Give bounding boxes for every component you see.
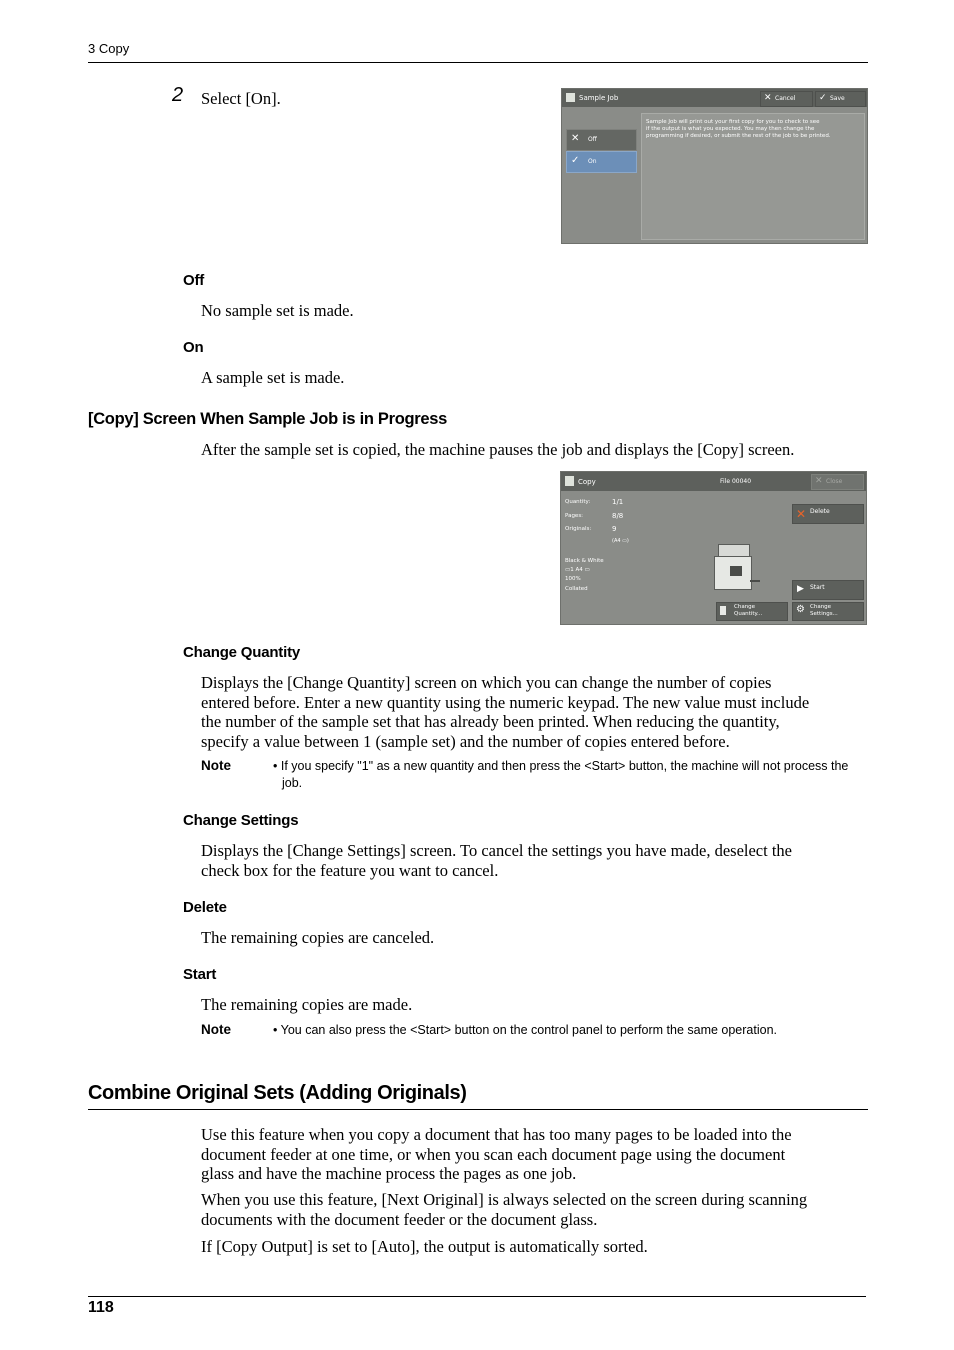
message-box bbox=[641, 113, 865, 240]
option-on[interactable] bbox=[566, 151, 637, 173]
setting-output: Collated bbox=[565, 586, 588, 592]
start-description: The remaining copies are made. bbox=[201, 995, 413, 1014]
paragraph-line: Displays the [Change Quantity] screen on which you can change the number of copies bbox=[201, 673, 772, 692]
change-settings-button[interactable] bbox=[792, 602, 864, 621]
copy-icon bbox=[565, 476, 574, 486]
running-header: 3 Copy bbox=[88, 41, 130, 56]
play-icon: ▶ bbox=[797, 584, 804, 594]
change-quantity-description bbox=[201, 673, 809, 751]
start-note: • You can also press the <Start> button on the control panel to perform the same operation. bbox=[273, 1023, 778, 1037]
paragraph-line: document feeder at one time, or when you scan each document page using the document bbox=[201, 1144, 786, 1164]
combine-heading: Combine Original Sets (Adding Originals) bbox=[88, 1082, 467, 1104]
close-icon: ✕ bbox=[815, 476, 823, 486]
pages-value: 8/8 bbox=[612, 512, 624, 520]
cancel-button[interactable] bbox=[760, 91, 813, 107]
change-settings-heading: Change Settings bbox=[183, 812, 299, 829]
save-button[interactable] bbox=[815, 91, 866, 107]
file-number: File 00040 bbox=[720, 478, 752, 485]
machine-illustration bbox=[714, 544, 760, 588]
message-line: if the output is what you expected. You may then change the bbox=[646, 126, 815, 132]
on-description: A sample set is made. bbox=[201, 368, 345, 387]
start-label: Start bbox=[810, 584, 825, 591]
paragraph-line: documents with the document feeder or the document glass. bbox=[201, 1209, 598, 1229]
footer-rule bbox=[88, 1296, 866, 1297]
close-button[interactable] bbox=[811, 474, 864, 490]
combine-paragraph-2 bbox=[201, 1190, 807, 1229]
off-heading: Off bbox=[183, 272, 205, 289]
originals-label: Originals: bbox=[565, 526, 592, 532]
setting-reduce-enlarge: 100% bbox=[565, 576, 581, 582]
copy-screen-section-description: After the sample set is copied, the machine pauses the job and displays the [Copy] screen. bbox=[201, 440, 795, 459]
sample-job-title: Sample Job bbox=[579, 94, 619, 102]
change-quantity-label: Change bbox=[734, 604, 756, 610]
change-quantity-button[interactable] bbox=[716, 602, 788, 621]
close-label: Close bbox=[826, 478, 843, 485]
change-settings-label: Change bbox=[810, 604, 832, 610]
combine-paragraph-1 bbox=[201, 1125, 792, 1184]
start-button[interactable] bbox=[792, 580, 864, 600]
option-on-label: On bbox=[588, 158, 597, 165]
page-number: 118 bbox=[88, 1299, 114, 1316]
paragraph-line: check box for the feature you want to cancel. bbox=[201, 860, 499, 880]
step-text: Select [On]. bbox=[201, 89, 281, 108]
close-icon: ✕ bbox=[571, 133, 580, 144]
setting-color: Black & White bbox=[565, 558, 604, 564]
change-settings-description bbox=[201, 841, 792, 880]
delete-label: Delete bbox=[810, 508, 830, 515]
note-line: job. bbox=[282, 776, 303, 790]
paragraph-line: glass and have the machine process the pages as one job. bbox=[201, 1164, 577, 1183]
close-icon: ✕ bbox=[764, 93, 772, 103]
check-icon: ✓ bbox=[819, 93, 827, 103]
paragraph-line: When you use this feature, [Next Original] is always selected on the screen during scanning bbox=[201, 1190, 808, 1209]
copy-screen-screenshot bbox=[560, 471, 867, 625]
delete-button[interactable] bbox=[792, 504, 864, 524]
delete-heading: Delete bbox=[183, 899, 227, 916]
header-rule bbox=[88, 62, 868, 63]
delete-description: The remaining copies are canceled. bbox=[201, 928, 435, 947]
combine-paragraph-3: If [Copy Output] is set to [Auto], the output is automatically sorted. bbox=[201, 1237, 648, 1256]
copies-icon bbox=[720, 606, 726, 615]
paragraph-line: the number of the sample set that has already been printed. When reducing the quantity, bbox=[201, 712, 780, 731]
note-label: Note bbox=[201, 1022, 231, 1037]
step-number: 2 bbox=[172, 84, 184, 106]
paragraph-line: Displays the [Change Settings] screen. To cancel the settings you have made, deselect the bbox=[201, 841, 792, 860]
change-quantity-label: Quantity... bbox=[734, 611, 763, 617]
check-icon: ✓ bbox=[571, 155, 580, 166]
note-line: • If you specify "1" as a new quantity and then press the <Start> button, the machine will not process the bbox=[273, 759, 849, 773]
message-line: Sample Job will print out your first copy for you to check to see bbox=[646, 119, 820, 125]
originals-size: (A4 ▭) bbox=[612, 538, 629, 544]
save-label: Save bbox=[830, 95, 845, 102]
option-off[interactable] bbox=[566, 129, 637, 151]
message-line: programming if desired, or submit the rest of the job to be printed. bbox=[646, 133, 831, 139]
sample-job-screenshot bbox=[561, 88, 868, 244]
delete-icon: ✕ bbox=[796, 507, 807, 521]
change-quantity-heading: Change Quantity bbox=[183, 644, 301, 661]
change-quantity-note bbox=[273, 758, 848, 792]
copy-title: Copy bbox=[578, 478, 596, 486]
paragraph-line: entered before. Enter a new quantity using the numeric keypad. The new value must include bbox=[201, 692, 810, 712]
change-settings-label: Settings... bbox=[810, 611, 838, 617]
quantity-label: Quantity: bbox=[565, 499, 591, 505]
gear-icon: ⚙ bbox=[796, 604, 805, 615]
cancel-label: Cancel bbox=[775, 95, 796, 102]
off-description: No sample set is made. bbox=[201, 301, 354, 320]
originals-value: 9 bbox=[612, 525, 617, 533]
copy-screen-section-heading: [Copy] Screen When Sample Job is in Progress bbox=[88, 410, 448, 428]
start-heading: Start bbox=[183, 966, 217, 983]
note-label: Note bbox=[201, 758, 231, 773]
sample-job-icon bbox=[566, 93, 575, 102]
section-rule bbox=[88, 1109, 868, 1110]
paragraph-line: Use this feature when you copy a document that has too many pages to be loaded into the bbox=[201, 1125, 792, 1144]
option-off-label: Off bbox=[588, 136, 597, 143]
paragraph-line: specify a value between 1 (sample set) and the number of copies entered before. bbox=[201, 731, 730, 751]
quantity-value: 1/1 bbox=[612, 498, 624, 506]
pages-label: Pages: bbox=[565, 513, 584, 519]
setting-paper: ▭1 A4 ▭ bbox=[565, 567, 590, 573]
on-heading: On bbox=[183, 339, 204, 356]
